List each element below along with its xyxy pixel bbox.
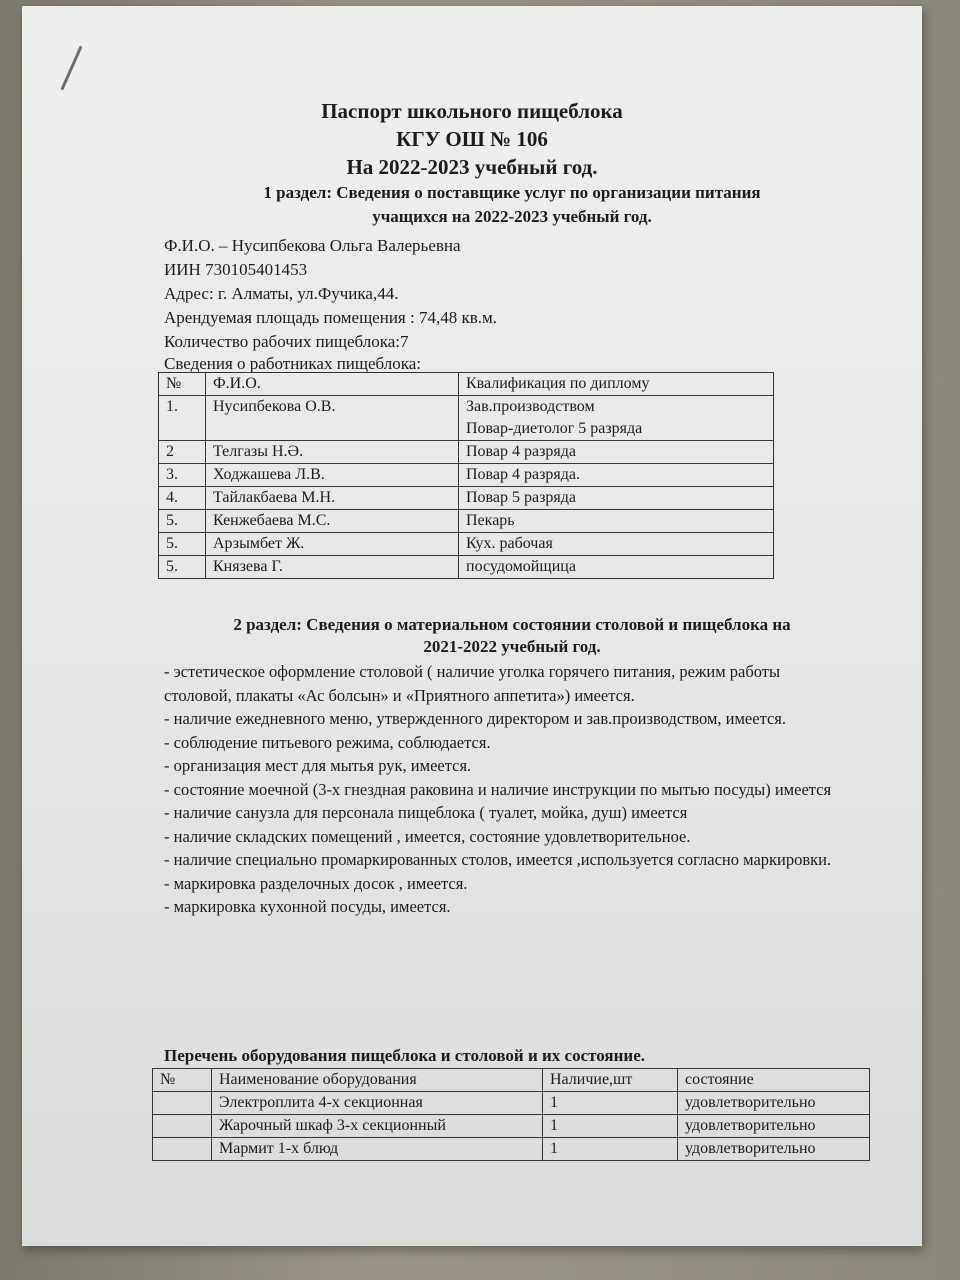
workers-heading: Сведения о работниках пищеблока: <box>164 354 422 373</box>
table-row <box>159 464 774 487</box>
row-num: 5. <box>159 510 206 533</box>
row-quantity: 1 <box>543 1115 678 1138</box>
list-item: - эстетическое оформление столовой ( наличие уголка горячего питания, режим работы столовой, плакаты «Ас болсын» и «Приятного аппетита») имеется. <box>164 662 781 705</box>
table-row <box>159 510 774 533</box>
table-row <box>159 487 774 510</box>
header-num: № <box>153 1069 212 1092</box>
document-content <box>22 6 922 1246</box>
row-qualification: Кух. рабочая <box>459 533 774 556</box>
row-num: 1. <box>159 396 206 441</box>
row-name: Кенжебаева М.С. <box>206 510 459 533</box>
row-quantity: 1 <box>543 1138 678 1161</box>
row-name: Арзымбет Ж. <box>206 533 459 556</box>
list-item: - наличие санузла для персонала пищеблока ( туалет, мойка, душ) имеется <box>164 803 688 822</box>
school-name: КГУ ОШ № 106 <box>396 127 548 151</box>
equipment-table-header <box>153 1069 870 1092</box>
supplier-address: Адрес: г. Алматы, ул.Фучика,44. <box>164 284 399 303</box>
row-num: 5. <box>159 533 206 556</box>
equipment-title: Перечень оборудования пищеблока и столовой и их состояние. <box>164 1046 646 1065</box>
row-quantity: 1 <box>543 1092 678 1115</box>
list-item: - маркировка разделочных досок , имеется. <box>164 873 468 893</box>
qualification-line2: Повар-диетолог 5 разряда <box>466 420 643 437</box>
supplier-fio: Ф.И.О. – Нусипбекова Ольга Валерьевна <box>164 236 461 255</box>
row-name: Ходжашева Л.В. <box>206 464 459 487</box>
row-qualification: Повар 4 разряда <box>459 441 774 464</box>
row-num: 5. <box>159 556 206 579</box>
row-equipment-name: Мармит 1-х блюд <box>212 1138 543 1161</box>
row-state: удовлетворительно <box>678 1138 870 1161</box>
row-num: 3. <box>159 464 206 487</box>
header-quantity: Наличие,шт <box>543 1069 678 1092</box>
row-name: Нусипбекова О.В. <box>206 396 459 441</box>
table-row <box>153 1115 870 1138</box>
equipment-table <box>152 1068 870 1161</box>
header-fio: Ф.И.О. <box>206 373 459 396</box>
header-state: состояние <box>678 1069 870 1092</box>
table-row <box>153 1092 870 1115</box>
row-name: Князева Г. <box>206 556 459 579</box>
list-item: - наличие складских помещений , имеется, состояние удовлетворительное. <box>164 826 691 846</box>
table-row <box>153 1138 870 1161</box>
table-row <box>159 556 774 579</box>
supplier-iin: ИИН 730105401453 <box>164 260 308 279</box>
section2-title-line2: 2021-2022 учебный год. <box>423 637 601 656</box>
row-qualification <box>459 396 774 441</box>
list-item: - состояние моечной (3-х гнездная раковина и наличие инструкции по мытью посуды) имеется <box>164 779 832 799</box>
table-row <box>159 441 774 464</box>
row-qualification: Повар 5 разряда <box>459 487 774 510</box>
workers-table <box>158 372 774 579</box>
header-qualification: Квалификация по диплому <box>459 373 774 396</box>
row-num <box>153 1138 212 1161</box>
workers-table-header <box>159 373 774 396</box>
row-num: 4. <box>159 487 206 510</box>
row-state: удовлетворительно <box>678 1092 870 1115</box>
rented-area: Арендуемая площадь помещения : 74,48 кв.м. <box>164 308 498 327</box>
list-item: - наличие ежедневного меню, утвержденного директором и зав.производством, имеется. <box>164 709 787 728</box>
table-row <box>159 533 774 556</box>
row-num <box>153 1092 212 1115</box>
list-item: - маркировка кухонной посуды, имеется. <box>164 897 451 916</box>
row-qualification: Повар 4 разряда. <box>459 464 774 487</box>
list-item: - соблюдение питьевого режима, соблюдается. <box>164 732 491 752</box>
row-num: 2 <box>159 441 206 464</box>
row-equipment-name: Жарочный шкаф 3-х секционный <box>212 1115 543 1138</box>
section1-title-line1: 1 раздел: Сведения о поставщике услуг по организации питания <box>263 183 761 202</box>
header-equipment-name: Наименование оборудования <box>212 1069 543 1092</box>
header-num: № <box>159 373 206 396</box>
document-title: Паспорт школьного пищеблока <box>321 99 623 123</box>
list-item: - организация мест для мытья рук, имеется. <box>164 756 472 775</box>
list-item: - наличие специально промаркированных столов, имеется ,используется согласно маркировки. <box>164 850 832 869</box>
row-state: удовлетворительно <box>678 1115 870 1138</box>
section2-list <box>164 660 844 919</box>
row-name: Телгазы Н.Ә. <box>206 441 459 464</box>
school-year: На 2022-2023 учебный год. <box>346 155 598 179</box>
workers-count: Количество рабочих пищеблока:7 <box>164 332 409 351</box>
row-qualification: Пекарь <box>459 510 774 533</box>
row-qualification: посудомойщица <box>459 556 774 579</box>
row-name: Тайлакбаева М.Н. <box>206 487 459 510</box>
row-equipment-name: Электроплита 4-х секционная <box>212 1092 543 1115</box>
section1-title-line2: учащихся на 2022-2023 учебный год. <box>372 207 652 226</box>
table-row <box>159 396 774 441</box>
qualification-line1: Зав.производством <box>466 398 595 415</box>
row-num <box>153 1115 212 1138</box>
section2-title-line1: 2 раздел: Сведения о материальном состоянии столовой и пищеблока на <box>233 615 791 634</box>
document-page <box>22 6 922 1246</box>
